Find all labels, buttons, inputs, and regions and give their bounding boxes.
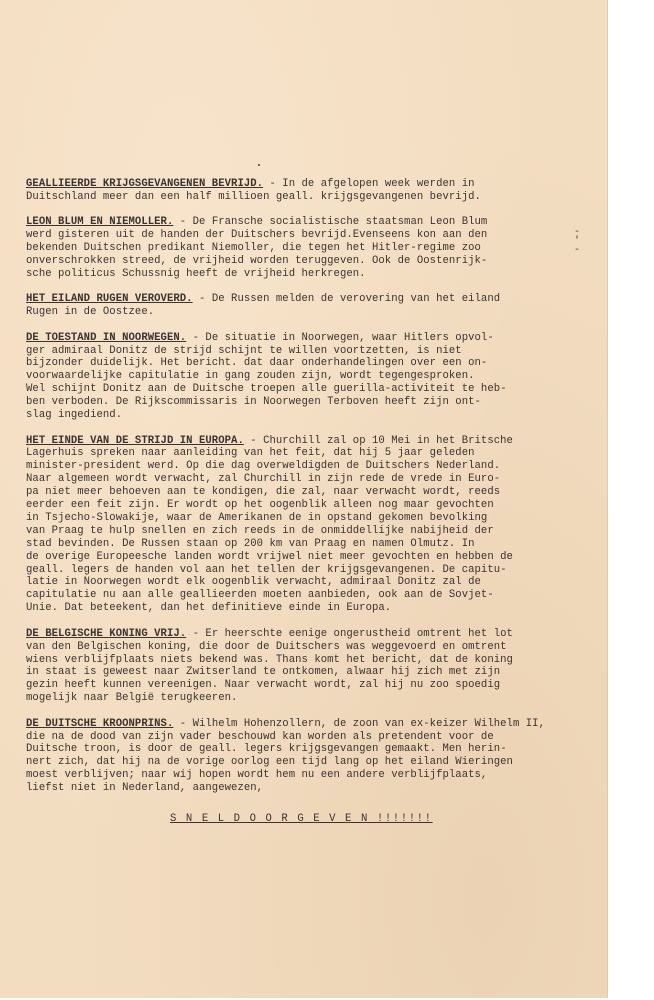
news-headline: HET EINDE VAN DE STRIJD IN EUROPA. (26, 434, 244, 447)
news-item-prisoners-liberated (26, 178, 586, 204)
margin-mark: - ' - (574, 227, 581, 256)
news-headline: GEALLIEERDE KRIJGSGEVANGENEN BEVRIJD. (26, 178, 264, 190)
news-body: - In de afgelopen week werden in Duitschland meer dan een half millioen geall. krijgsgevangenen bevrijd. (26, 178, 481, 203)
news-body: - De situatie in Noorwegen, waar Hitlers opvol- ger admiraal Donitz de strijd schijnt te willen voortzetten, is niet bijzonder duidelijk. Het bericht. dat daar onderhandelingen over een on- voorwaardelijke capitulatie in gang zouden zijn, wordt tegengesproken. Wel schijnt Donitz aan de Duitsche troepen alle guerilla-activiteit te heb- ben verboden. De Rijkscommissaris in Noorwegen Terboven heeft zijn ont- slag ingediend. (26, 331, 507, 422)
ink-dot (258, 164, 260, 166)
news-body: - Churchill zal op 10 Mei in het Britsche Lagerhuis spreken naar aanleiding van het feit, dat hij 5 jaar geleden minister-president werd. Op die dag overweldigden de Duitschers Nederland. Naar algemeen wordt verwacht, zal Churchill in zijn rede de vrede in Euro- pa niet meer behoeven aan te kondigen, die zal, naar verwacht wordt, reeds eerder een feit zijn. Er wordt op het oogenblik alleen nog maar gevochten in Tsjecho-Slowakije, waar de Amerikanen de in opstand gekomen bevolking van Praag te hulp snellen en zich reeds in de onmiddellijke nabijheid der stad bevinden. De Russen staan op 200 km van Praag en namen Olmutz. In de overige Europeesche landen wordt vrijwel niet meer gevochten en hebben de geall. legers de handen vol aan het tellen der krijgsgevangenen. De capitu- latie in Noorwegen wordt elk oogenblik verwacht, admiraal Donitz zal de capitulatie nu aan alle geallieerden moeten aanbieden, ook aan de Sovjet- Unie. Dat beteekent, dan het definitieve einde in Europa. (26, 434, 513, 615)
closing-call-to-action: S N E L D O O R G E V E N !!!!!!! (170, 813, 433, 825)
news-body: - De Fransche socialistische staatsman Leon Blum werd gisteren uit de handen der Duitschers bevrijd.Evenseens kon aan den bekenden Duitschen predikant Niemoller, die tegen het Hitler-regime zoo onverschrokken streed, de vrijheid worden teruggeven. Ook de Oostenrijk- sche politicus Schussnig heeft de vrijheid herkregen. (26, 216, 488, 280)
news-body: - Wilhelm Hohenzollern, de zoon van ex-keizer Wilhelm II, die na de dood van zijn vader beschouwd kan worden als pretendent voor de Duitsche troon, is door de geall. legers krijgsgevangen gemaakt. Men herin- nert zich, dat hij na de vorige oorlog een tijd lang op het eiland Wieringen moest verblijven; naar wij hopen wordt hem nu een andere verblijfplaats, liefst niet in Nederland, aangewezen, (26, 717, 545, 795)
news-bulletin-body (26, 178, 586, 808)
news-headline: DE DUITSCHE KROONPRINS. (26, 717, 174, 730)
news-item-belgian-king (26, 628, 586, 705)
news-body: - Er heerschte eenige ongerustheid omtrent het lot van den Belgischen koning, die door de Duitschers was weggevoerd en omtrent wiens verblijfplaats niets bekend was. Thans komt het bericht, dat de koning in staat is geweest naar Zwitserland te ontkomen, alwaar hij zich met zijn gezin heeft kunnen vereenigen. Naar verwacht wordt, zal hij nu zoo spoedig mogelijk naar België terugkeeren. (26, 627, 513, 705)
news-item-end-of-war (26, 435, 586, 616)
news-item-blum-niemoller (26, 216, 586, 281)
news-item-norway (26, 332, 586, 422)
news-body: - De Russen melden de verovering van het eiland Rugen in de Oostzee. (26, 293, 501, 319)
news-headline: DE TOESTAND IN NOORWEGEN. (26, 331, 187, 344)
news-headline: DE BELGISCHE KONING VRIJ. (26, 627, 187, 640)
news-headline: HET EILAND RUGEN VEROVERD. (26, 293, 193, 306)
news-headline: LEON BLUM EN NIEMOLLER. (26, 216, 174, 229)
news-item-rugen (26, 293, 586, 319)
news-item-crown-prince (26, 718, 586, 795)
